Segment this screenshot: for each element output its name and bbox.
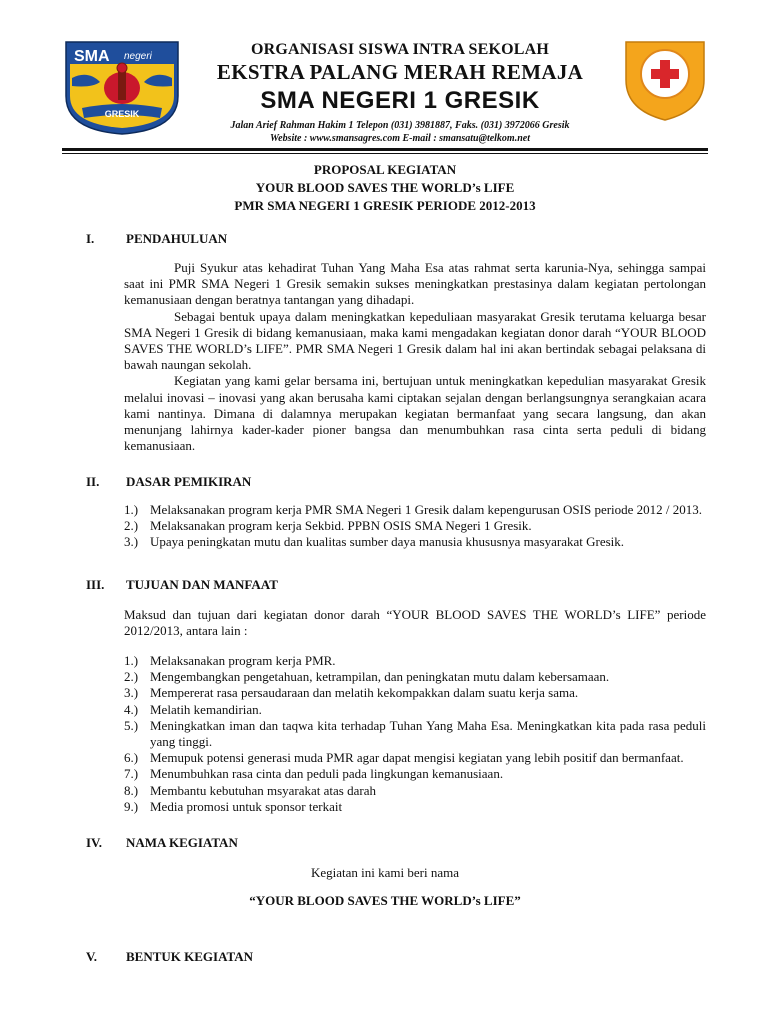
proposal-title	[62, 161, 708, 215]
list-text: Membantu kebutuhan msyarakat atas darah	[150, 782, 376, 798]
list-number: 7.)	[124, 766, 139, 782]
school-shield-logo	[62, 38, 182, 136]
list-item	[124, 750, 706, 766]
nama-kegiatan-title: “YOUR BLOOD SAVES THE WORLD’s LIFE”	[249, 893, 521, 908]
list-item	[124, 799, 706, 815]
title-line-3: PMR SMA NEGERI 1 GRESIK PERIODE 2012-2013	[234, 198, 536, 213]
list-number: 5.)	[124, 717, 139, 733]
list-text: Mempererat rasa persaudaraan dan melatih kekompakkan dalam suatu kerja sama.	[150, 685, 579, 701]
school-contacts: Website : www.smansagres.com E-mail : smansatu@telkom.net	[269, 133, 530, 144]
extracurricular-name: EKSTRA PALANG MERAH REMAJA	[216, 60, 584, 84]
tujuan-intro	[124, 607, 706, 639]
list-item	[124, 669, 706, 685]
pendahuluan-text	[124, 260, 706, 454]
list-number: 8.)	[124, 782, 139, 798]
list-item	[124, 518, 706, 534]
school-address: Jalan Arief Rahman Hakim 1 Telepon (031) 3981887, Faks. (031) 3972066 Gresik	[230, 120, 570, 131]
nama-kegiatan-intro: Kegiatan ini kami beri nama	[310, 865, 459, 880]
section-heading-pendahuluan	[86, 231, 227, 247]
section-title: TUJUAN DAN MANFAAT	[126, 577, 278, 592]
section-title: NAMA KEGIATAN	[126, 835, 238, 850]
school-name: SMA NEGERI 1 GRESIK	[260, 87, 540, 114]
list-text: Melaksanakan program kerja PMR SMA Negeri 1 Gresik dalam kepengurusan OSIS periode 2012 / 2013.	[150, 502, 703, 517]
section-heading-bentuk-kegiatan	[86, 949, 253, 965]
list-number: 4.)	[124, 701, 139, 717]
section-heading-nama-kegiatan	[86, 835, 238, 851]
section-title: BENTUK KEGIATAN	[126, 949, 254, 964]
list-item	[124, 766, 706, 782]
letterhead-divider-thin	[62, 153, 708, 154]
list-item	[124, 653, 706, 669]
list-text: Melatih kemandirian.	[150, 701, 262, 717]
list-number: 9.)	[124, 798, 139, 814]
list-item	[124, 685, 706, 701]
list-item	[124, 702, 706, 718]
list-number: 3.)	[124, 685, 139, 701]
list-number: 6.)	[124, 750, 139, 766]
paragraph: Kegiatan yang kami gelar bersama ini, bertujuan untuk meningkatkan kepedulian masyarakat Gresik melalui inovasi – inovasi yang akan berusaha kami ciptakan sejalan dengan berlangsungnya serangkaian acara kami nantinya. Dimana di dalamnya merupakan kegiatan bermanfaat yang secara langsung, dan akan menunjang lahirnya kader-kader pioner bangsa dan menumbuhkan rasa cinta serta peduli di bidang kemanusiaan.	[124, 373, 706, 454]
list-item	[124, 718, 706, 750]
section-number: III.	[86, 577, 105, 592]
list-number: 1.)	[124, 653, 139, 668]
paragraph: Sebagai bentuk upaya dalam meningkatkan kepeduliaan masyarakat Gresik terutama keluarga besar SMA Negeri 1 Gresik di bidang kemanusiaan, maka kami mengadakan kegiatan donor darah “YOUR BLOOD SAVES THE WORLD’s LIFE”. PMR SMA Negeri 1 Gresik dalam hal ini akan bertindak sebagai pelaksana di bawah naungan sekolah.	[124, 308, 706, 373]
letterhead	[190, 40, 610, 145]
list-text: Melaksanakan program kerja PMR.	[150, 653, 336, 668]
list-number: 3.)	[124, 534, 139, 550]
tujuan-manfaat-list	[124, 653, 706, 815]
list-text: Melaksanakan program kerja Sekbid. PPBN OSIS SMA Negeri 1 Gresik.	[150, 518, 532, 534]
section-number: II.	[86, 474, 100, 489]
list-number: 1.)	[124, 502, 139, 517]
list-text: Upaya peningkatan mutu dan kualitas sumber daya manusia khususnya masyarakat Gresik.	[150, 534, 625, 550]
list-text: Meningkatkan iman dan taqwa kita terhadap Tuhan Yang Maha Esa. Meningkatkan kita pada rasa peduli yang tinggi.	[150, 717, 706, 750]
logo-sma-text: SMA	[74, 48, 110, 65]
section-heading-tujuan-manfaat	[86, 577, 278, 593]
list-item	[124, 534, 706, 550]
paragraph: Puji Syukur atas kehadirat Tuhan Yang Maha Esa atas rahmat serta karunia-Nya, sehingga sampai saat ini PMR SMA Negeri 1 Gresik semakin sukses meningkatkan prestasinya dalam kegiatan pertolongan kemanusiaan dengan beratnya tantangan yang dihadapi.	[124, 260, 706, 308]
dasar-pemikiran-list	[124, 502, 706, 551]
organization-name: ORGANISASI SISWA INTRA SEKOLAH	[250, 41, 550, 58]
paragraph: Maksud dan tujuan dari kegiatan donor darah “YOUR BLOOD SAVES THE WORLD’s LIFE” periode 2012/2013, antara lain :	[124, 607, 706, 639]
list-text: Mengembangkan pengetahuan, ketrampilan, dan peningkatan mutu dalam kebersamaan.	[150, 669, 610, 685]
section-number: I.	[86, 231, 95, 246]
list-number: 2.)	[124, 669, 139, 685]
list-item	[124, 502, 706, 518]
section-number: IV.	[86, 835, 103, 850]
logo-gresik-text: GRESIK	[104, 109, 140, 119]
title-line-2: YOUR BLOOD SAVES THE WORLD’s LIFE	[255, 180, 515, 195]
list-item	[124, 783, 706, 799]
pmr-badge-logo	[622, 36, 708, 122]
logo-negeri-text: negeri	[124, 51, 152, 62]
section-number: V.	[86, 949, 97, 964]
list-text: Media promosi untuk sponsor terkait	[150, 798, 343, 814]
letterhead-divider-thick	[62, 148, 708, 151]
section-title: PENDAHULUAN	[126, 231, 228, 246]
list-text: Memupuk potensi generasi muda PMR agar dapat mengisi kegiatan yang lebih positif dan bermanfaat.	[150, 750, 684, 766]
section-heading-dasar-pemikiran	[86, 474, 251, 490]
list-number: 2.)	[124, 518, 139, 534]
title-line-1: PROPOSAL KEGIATAN	[313, 162, 457, 177]
section-title: DASAR PEMIKIRAN	[126, 474, 252, 489]
list-text: Menumbuhkan rasa cinta dan peduli pada lingkungan kemanusiaan.	[150, 766, 504, 782]
